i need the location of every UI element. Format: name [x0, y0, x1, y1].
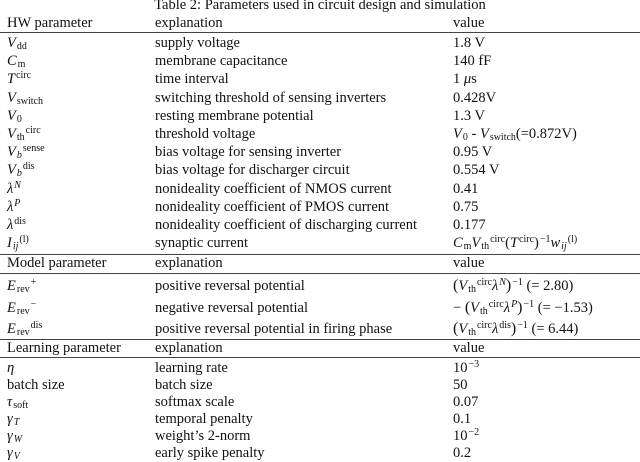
parameter-explanation: resting membrane potential [155, 108, 314, 124]
superscript: − [30, 299, 37, 310]
superscript: circ [476, 277, 492, 288]
math-text: ( [505, 235, 510, 251]
superscript: dis [499, 320, 511, 331]
math-part [7, 235, 29, 251]
math-text: 10 [453, 428, 468, 444]
parameter-explanation: negative reversal potential [155, 300, 308, 316]
parameter-symbol [7, 235, 29, 251]
superscript: dis [22, 161, 35, 172]
math-text: ( [453, 320, 459, 337]
math-text: w [550, 235, 561, 251]
horizontal-rule [0, 273, 640, 274]
math-text: V [453, 126, 462, 142]
parameter-value [453, 71, 477, 87]
parameter-value [453, 35, 485, 51]
superscript: −2 [468, 427, 480, 438]
parameter-explanation: temporal penalty [155, 411, 253, 427]
parameter-explanation: supply voltage [155, 35, 240, 51]
math-part [517, 299, 534, 316]
math-text: 0.177 [453, 217, 486, 233]
math-text: 1.8 V [453, 35, 485, 51]
math-part [492, 321, 511, 337]
math-part [453, 300, 465, 316]
math-text: C [7, 53, 17, 69]
math-part [7, 411, 19, 427]
math-text: V [458, 321, 468, 337]
math-part [453, 445, 471, 461]
superscript: −3 [468, 359, 480, 370]
math-text: γ [7, 428, 13, 444]
section-header-cell: explanation [155, 255, 223, 271]
math-text: V [7, 126, 16, 142]
math-part [453, 108, 485, 124]
parameter-symbol [7, 181, 21, 197]
math-part [453, 126, 468, 142]
math-part [516, 126, 577, 142]
math-text: E [7, 321, 16, 337]
superscript: −1 [523, 299, 535, 310]
math-part [7, 300, 36, 316]
parameter-value [453, 108, 485, 124]
parameter-symbol [7, 144, 45, 160]
parameter-explanation: membrane capacitance [155, 53, 288, 69]
math-text: 140 fF [453, 53, 492, 69]
parameter-value [453, 162, 499, 178]
subscript: b [16, 150, 22, 161]
math-text: T [7, 71, 16, 87]
math-text: μ [463, 71, 472, 87]
parameter-explanation: synaptic current [155, 235, 249, 251]
math-text: − [453, 300, 465, 316]
math-text: V [458, 278, 468, 294]
math-part [510, 235, 534, 251]
table-caption: Table 2: Parameters used in circuit design and simulation [154, 0, 486, 13]
superscript: P [511, 299, 518, 310]
parameter-explanation: switching threshold of sensing inverters [155, 90, 387, 106]
math-text: batch size [7, 377, 65, 393]
math-text: (= −1.53) [534, 300, 593, 316]
math-part [7, 126, 41, 142]
math-part [7, 445, 20, 461]
parameter-explanation: early spike penalty [155, 445, 265, 461]
subscript: switch [489, 132, 516, 143]
math-part [7, 90, 43, 106]
parameter-value [453, 278, 573, 294]
parameter-value [453, 144, 492, 160]
subscript: th [468, 284, 476, 295]
parameter-value [453, 394, 478, 410]
section-header-cell: HW parameter [7, 15, 93, 31]
math-text: τ [7, 394, 13, 410]
math-text: λ [503, 300, 511, 316]
section-header-cell: Model parameter [7, 255, 107, 271]
math-text: 1 [453, 71, 464, 87]
math-text: λ [7, 199, 14, 215]
parameter-symbol [7, 321, 42, 337]
math-text: ( [453, 277, 459, 294]
subscript: V [13, 451, 20, 462]
superscript: circ [490, 234, 506, 245]
math-part [7, 360, 14, 376]
math-part [470, 300, 504, 316]
superscript: (l) [19, 234, 29, 245]
subscript: m [463, 241, 472, 252]
parameter-value [453, 360, 479, 376]
math-part [7, 217, 26, 233]
parameter-symbol [7, 360, 14, 376]
math-text: V [7, 108, 16, 124]
math-part [7, 377, 65, 393]
math-text: γ [7, 445, 13, 461]
math-text: λ [491, 321, 499, 337]
math-part [492, 278, 506, 294]
math-part [453, 90, 496, 106]
section-header-cell: explanation [155, 15, 223, 31]
parameter-value [453, 126, 577, 142]
math-text: (=0.872V) [515, 126, 577, 142]
math-part [453, 71, 464, 87]
math-text: s [471, 71, 477, 87]
math-part [506, 277, 523, 294]
superscript: N [14, 180, 21, 191]
math-part [453, 217, 486, 233]
parameter-symbol [7, 278, 36, 294]
math-text: V [7, 35, 16, 51]
horizontal-rule [0, 357, 640, 358]
math-text: λ [491, 278, 499, 294]
math-part [453, 35, 485, 51]
math-text: ( [464, 299, 471, 316]
superscript: circ [16, 70, 32, 81]
math-text: (= 6.44) [527, 321, 579, 337]
math-text: γ [7, 411, 13, 427]
math-text: 50 [453, 377, 468, 393]
math-text: (= 2.80) [522, 278, 574, 294]
math-part [453, 360, 479, 376]
math-text: 0.1 [453, 411, 472, 427]
math-text: 0.95 V [453, 144, 493, 160]
math-part [7, 321, 42, 337]
parameter-value [453, 199, 478, 215]
section-header-cell: Learning parameter [7, 340, 121, 356]
math-text: 0.07 [453, 394, 479, 410]
parameter-explanation: bias voltage for discharger circuit [155, 162, 350, 178]
math-text: V [7, 90, 16, 106]
superscript: circ [488, 299, 504, 310]
math-text: E [7, 278, 16, 294]
math-part [453, 199, 478, 215]
superscript: N [499, 277, 506, 288]
math-part [458, 321, 492, 337]
math-text: C [453, 235, 463, 251]
math-text: ) [517, 299, 523, 316]
subscript: dd [16, 41, 27, 52]
parameter-symbol [7, 217, 26, 233]
math-text: V [7, 144, 16, 160]
parameter-symbol [7, 300, 36, 316]
parameter-value [453, 377, 468, 393]
superscript: dis [30, 320, 43, 331]
math-part [7, 162, 35, 178]
parameter-value [453, 321, 578, 337]
math-part [534, 235, 550, 251]
math-part [7, 144, 45, 160]
parameter-symbol [7, 428, 22, 444]
math-text: λ [7, 181, 14, 197]
math-part [511, 320, 528, 337]
superscript: sense [22, 143, 45, 154]
subscript: W [13, 434, 23, 445]
parameter-symbol [7, 394, 28, 410]
parameter-symbol [7, 411, 19, 427]
math-part [534, 300, 593, 316]
superscript: −1 [539, 234, 551, 245]
math-part [7, 181, 21, 197]
parameter-explanation: time interval [155, 71, 229, 87]
math-part [453, 377, 468, 393]
section-header-cell: explanation [155, 340, 223, 356]
math-text: 0.554 V [453, 162, 500, 178]
math-text: 10 [453, 360, 468, 376]
parameter-symbol [7, 377, 65, 393]
math-text: T [509, 235, 519, 251]
parameter-symbol [7, 90, 43, 106]
subscript: rev [16, 327, 30, 338]
parameter-explanation: nonideality coefficient of NMOS current [155, 181, 392, 197]
parameter-value [453, 53, 491, 69]
subscript: soft [13, 400, 29, 411]
parameter-symbol [7, 162, 35, 178]
parameter-value [453, 411, 471, 427]
subscript: ij [561, 241, 567, 252]
parameter-symbol [7, 53, 25, 69]
math-part [528, 321, 578, 337]
math-part [523, 278, 573, 294]
math-part [7, 35, 27, 51]
math-part [504, 300, 517, 316]
math-part [453, 181, 478, 197]
math-part [453, 53, 491, 69]
superscript: circ [519, 234, 535, 245]
math-text: I [7, 235, 12, 251]
math-text: E [7, 300, 16, 316]
parameter-value [453, 300, 593, 316]
parameter-explanation: nonideality coefficient of PMOS current [155, 199, 390, 215]
superscript: −1 [512, 277, 523, 288]
subscript: 0 [462, 132, 468, 143]
subscript: th [16, 132, 25, 143]
parameter-explanation: positive reversal potential in firing phase [155, 321, 393, 337]
math-part [453, 411, 471, 427]
math-text: λ [7, 217, 14, 233]
math-part [453, 144, 492, 160]
superscript: P [14, 198, 21, 209]
parameter-symbol [7, 35, 27, 51]
section-header-cell: value [453, 340, 485, 356]
subscript: T [13, 417, 20, 428]
math-part [551, 235, 578, 251]
parameter-value [453, 235, 577, 251]
math-text: V [470, 300, 479, 316]
subscript: th [468, 327, 476, 338]
parameter-symbol [7, 445, 20, 461]
math-text: 0.41 [453, 181, 479, 197]
superscript: (l) [567, 234, 578, 245]
math-part [7, 71, 31, 87]
math-text: η [7, 360, 15, 376]
parameter-symbol [7, 71, 31, 87]
math-part [458, 278, 492, 294]
parameter-value [453, 445, 471, 461]
parameter-explanation: threshold voltage [155, 126, 256, 142]
math-text: ) [510, 320, 517, 337]
math-part [453, 162, 499, 178]
parameter-explanation: nonideality coefficient of discharging current [155, 217, 417, 233]
math-part [7, 278, 36, 294]
parameter-value [453, 428, 479, 444]
math-text: ) [505, 277, 512, 294]
parameter-value [453, 217, 486, 233]
section-header-cell: value [453, 255, 485, 271]
math-part [7, 53, 25, 69]
math-part [453, 394, 478, 410]
math-part [7, 108, 22, 124]
math-part [471, 235, 505, 251]
math-part [7, 394, 28, 410]
math-text: 0.75 [453, 199, 479, 215]
subscript: m [17, 59, 26, 70]
math-text: V [479, 126, 489, 142]
math-text: V [7, 162, 16, 178]
parameter-value [453, 90, 496, 106]
superscript: + [30, 277, 37, 288]
subscript: rev [16, 306, 30, 317]
parameter-symbol [7, 199, 20, 215]
math-part [7, 199, 20, 215]
math-text: ) [534, 235, 539, 251]
section-header-cell: value [453, 15, 485, 31]
parameter-value [453, 181, 478, 197]
parameter-explanation: bias voltage for sensing inverter [155, 144, 342, 160]
math-part [7, 428, 22, 444]
math-text: 1.3 V [453, 108, 485, 124]
subscript: switch [16, 96, 43, 107]
subscript: b [16, 168, 22, 179]
superscript: circ [25, 125, 41, 136]
parameter-symbol [7, 108, 22, 124]
superscript: circ [476, 320, 492, 331]
subscript: 0 [16, 114, 22, 125]
math-part [480, 126, 516, 142]
math-part [468, 126, 480, 142]
parameter-explanation: batch size [155, 377, 213, 393]
math-text: - [467, 126, 480, 142]
parameter-explanation: learning rate [155, 360, 228, 376]
math-text: V [471, 235, 481, 251]
horizontal-rule [0, 32, 640, 33]
parameter-symbol [7, 126, 41, 142]
math-part [471, 71, 477, 87]
math-part [453, 235, 471, 251]
math-text: 0.2 [453, 445, 472, 461]
parameter-explanation: positive reversal potential [155, 278, 305, 294]
subscript: th [481, 241, 490, 252]
superscript: dis [14, 216, 26, 227]
superscript: −1 [517, 320, 528, 331]
math-part [453, 428, 479, 444]
subscript: ij [12, 241, 19, 252]
subscript: rev [16, 284, 30, 295]
parameter-explanation: softmax scale [155, 394, 235, 410]
math-text: 0.428V [453, 90, 497, 106]
parameter-explanation: weight’s 2-norm [155, 428, 251, 444]
subscript: th [480, 306, 488, 317]
